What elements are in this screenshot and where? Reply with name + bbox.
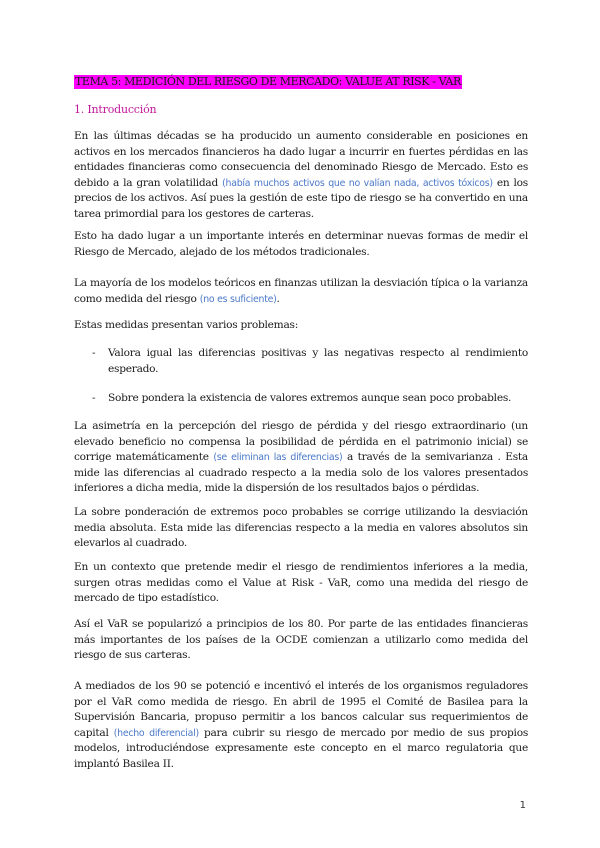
bullet-marker: - — [92, 392, 96, 404]
paragraph-5-text-a: La asimetría en la percepción del riesgo de pérdida y del riesgo extraordinario (un elevado beneficio no compensa la posibilidad de pérdida en el patrimonio inicial) se corrige matemáticamente — [74, 420, 528, 464]
bullet-marker: - — [92, 347, 96, 359]
paragraph-4: Estas medidas presentan varios problemas: — [74, 319, 299, 331]
paragraph-9-text-b: para cubrir su riesgo de mercado por medio de sus propios modelos, introduciéndose expresamente este concepto en el marco regulatoria que implantó Basilea II. — [74, 726, 529, 770]
list-item — [92, 346, 528, 377]
page-title: TEMA 5: MEDICIÓN DEL RIESGO DE MERCADO: VALUE AT RISK - VAR — [75, 75, 461, 88]
paragraph-1-text-a: En las últimas décadas se ha producido un aumento considerable en posiciones en activos en los mercados financieros ha dado lugar a incurrir en fuertes pérdidas en las entidades financieras como consecuencia del denominado Riesgo de Mercado. Esto es debido a la gran volatilidad — [74, 130, 528, 189]
paragraph-1-text-b: en los precios de los activos. Así pues la gestión de este tipo de riesgo se ha convertido en una tarea primordial para los gestores de carteras. — [74, 176, 528, 220]
paragraph-9-text-a: A mediados de los 90 se potenció e incentivó el interés de los organismos reguladores por el VaR como medida de riesgo. En abril de 1995 el Comité de Basilea para la Supervisión Bancaria, propuso permitir a los bancos calcular sus requerimientos de capital — [74, 680, 528, 739]
paragraph-1 — [74, 129, 528, 223]
paragraph-6: La sobre ponderación de extremos poco probables se corrige utilizando la desviación media absoluta. Esta mide las diferencias respecto a la media en valores absolutos sin elevarlos al cuadrado. — [74, 506, 528, 550]
paragraph-9-annotation: (hecho diferencial) — [113, 727, 199, 739]
section-heading: 1. Introducción — [74, 103, 157, 116]
paragraph-3 — [74, 276, 528, 307]
paragraph-1-annotation: (había muchos activos que no valían nada, activos tóxicos) — [222, 177, 493, 189]
page-number: 1 — [519, 800, 526, 811]
paragraph-3-text-a: La mayoría de los modelos teóricos en finanzas utilizan la desviación típica o la varianza como medida del riesgo — [74, 277, 528, 305]
paragraph-9 — [74, 679, 528, 773]
list-item-text: Sobre pondera la existencia de valores extremos aunque sean poco probables. — [108, 392, 512, 404]
list-item-text: Valora igual las diferencias positivas y las negativas respecto al rendimiento esperado. — [108, 347, 528, 375]
paragraph-5 — [74, 419, 528, 497]
paragraph-7: En un contexto que pretende medir el riesgo de rendimientos inferiores a la media, surgen otras medidas como el Value at Risk - VaR, como una medida del riesgo de mercado de tipo estadístico. — [74, 561, 528, 605]
paragraph-3-text-b: . — [276, 292, 280, 305]
paragraph-8: Así el VaR se popularizó a principios de los 80. Por parte de las entidades financieras más importantes de los países de la OCDE comienzan a utilizarlo como medida del riesgo de sus carteras. — [74, 618, 528, 662]
paragraph-5-annotation: (se eliminan las diferencias) — [213, 452, 343, 464]
list-item — [92, 391, 528, 407]
paragraph-3-annotation: (no es suficiente) — [199, 293, 277, 305]
paragraph-2: Esto ha dado lugar a un importante interés en determinar nuevas formas de medir el Riesgo de Mercado, alejado de los métodos tradicionales. — [74, 230, 528, 258]
paragraph-5-text-b: a través de la semivarianza . Esta mide las diferencias al cuadrado respecto a la media solo de los valores presentados inferiores a dicha media, mide la dispersión de los resultados bajos o pérdidas. — [74, 451, 528, 495]
